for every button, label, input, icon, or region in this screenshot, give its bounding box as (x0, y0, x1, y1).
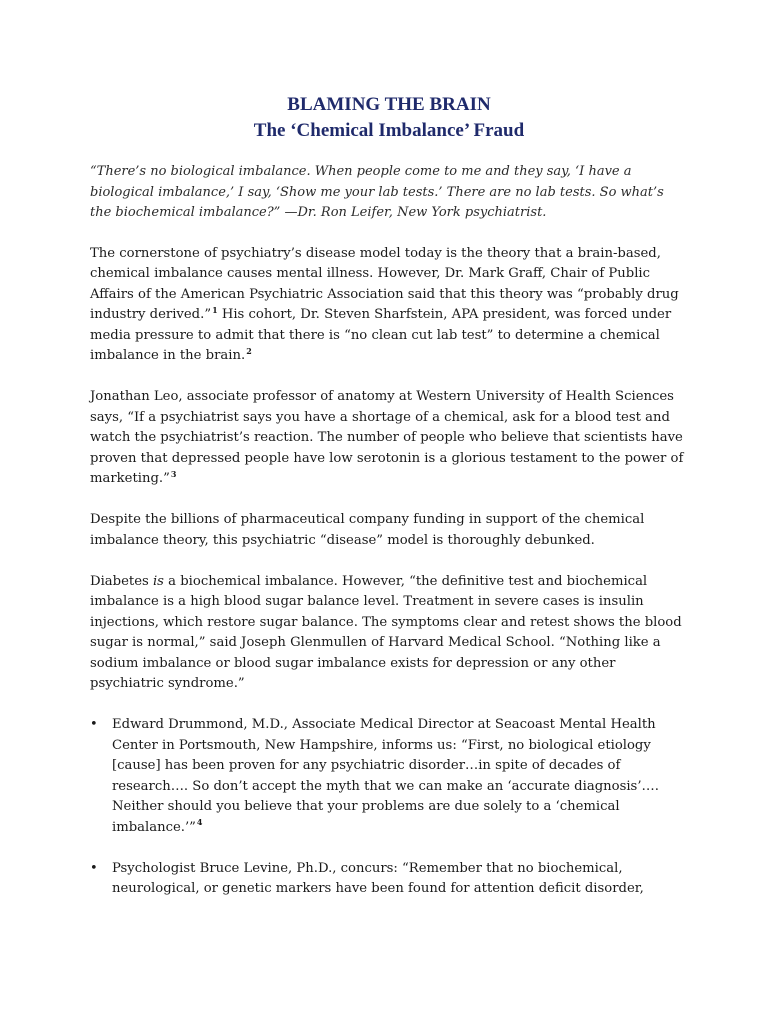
bullet-text: Psychologist Bruce Levine, Ph.D., concurs: “Remember that no biochemical, neurological, or genetic markers have been found for attention deficit disorder, (112, 860, 644, 896)
footnote-ref-2: 2 (246, 345, 252, 356)
paragraph-leo (90, 387, 688, 490)
bullet-list (90, 715, 688, 900)
bullet-icon: • (90, 860, 98, 876)
paragraph-text: Diabetes (90, 573, 153, 589)
footnote-ref-4: 4 (196, 817, 203, 828)
bullet-icon: • (90, 717, 98, 732)
bullet-text: Edward Drummond, M.D., Associate Medical Director at Seacoast Mental Health Center in Portsmouth, New Hampshire, informs us: “First, no biological etiology [cause] has been proven for any psychiatric disorder…in spite of decades of research…. So don’t accept the myth that we can make an ‘accurate diagnosis’…. Neither should you believe that your problems are due solely to a ‘chemical imbalance.’” (112, 717, 659, 835)
footnote-ref-3: 3 (170, 468, 177, 479)
title-block (90, 92, 688, 144)
paragraph-cornerstone (90, 244, 688, 367)
title-subtitle: The ‘Chemical Imbalance’ Fraud (253, 120, 525, 141)
title-main: BLAMING THE BRAIN (287, 94, 491, 115)
bullet-item-levine (90, 859, 688, 900)
paragraph-billions: Despite the billions of pharmaceutical company funding in support of the chemical imbalance theory, this psychiatric “disease” model is thoroughly debunked. (90, 512, 645, 548)
paragraph-text: Jonathan Leo, associate professor of anatomy at Western University of Health Sciences says, “If a psychiatrist says you have a shortage of a chemical, ask for a blood test and watch the psychiatrist’s reaction. The number of people who believe that scientists have proven that depressed people have low serotonin is a glorious testament to the power of marketing.” (90, 389, 684, 486)
footnote-ref-1: 1 (212, 304, 218, 315)
paragraph-text: The cornerstone of psychiatry’s disease model today is the theory that a brain-based, chemical imbalance causes mental illness. However, Dr. Mark Graff, Chair of Public Affairs of the American Psychiatric Association said that this theory was “probably drug industry derived.” (90, 245, 679, 322)
emphasis-is: is (152, 573, 164, 589)
paragraph-diabetes (90, 572, 688, 695)
paragraph-text: His cohort, Dr. Steven Sharfstein, APA president, was forced under media pressure to admit that there is “no clean cut lab test” to determine a chemical imbalance in the brain. (90, 307, 672, 363)
paragraph-text: a biochemical imbalance. However, “the definitive test and biochemical imbalance is a high blood sugar balance level. Treatment in severe cases is insulin injections, which restore sugar balance. The symptoms clear and retest shows the blood sugar is normal,” said Joseph Glenmullen of Harvard Medical School. “Nothing like a sodium imbalance or blood sugar imbalance exists for depression or any other psychiatric syndrome.” (90, 573, 682, 691)
epigraph-quote: “There’s no biological imbalance. When people come to me and they say, ‘I have a biological imbalance,’ I say, ‘Show me your lab tests.’ There are no lab tests. So what’s the biochemical imbalance?” —Dr. Ron Leifer, New York psychiatrist. (90, 164, 664, 220)
bullet-item-drummond (90, 715, 688, 838)
